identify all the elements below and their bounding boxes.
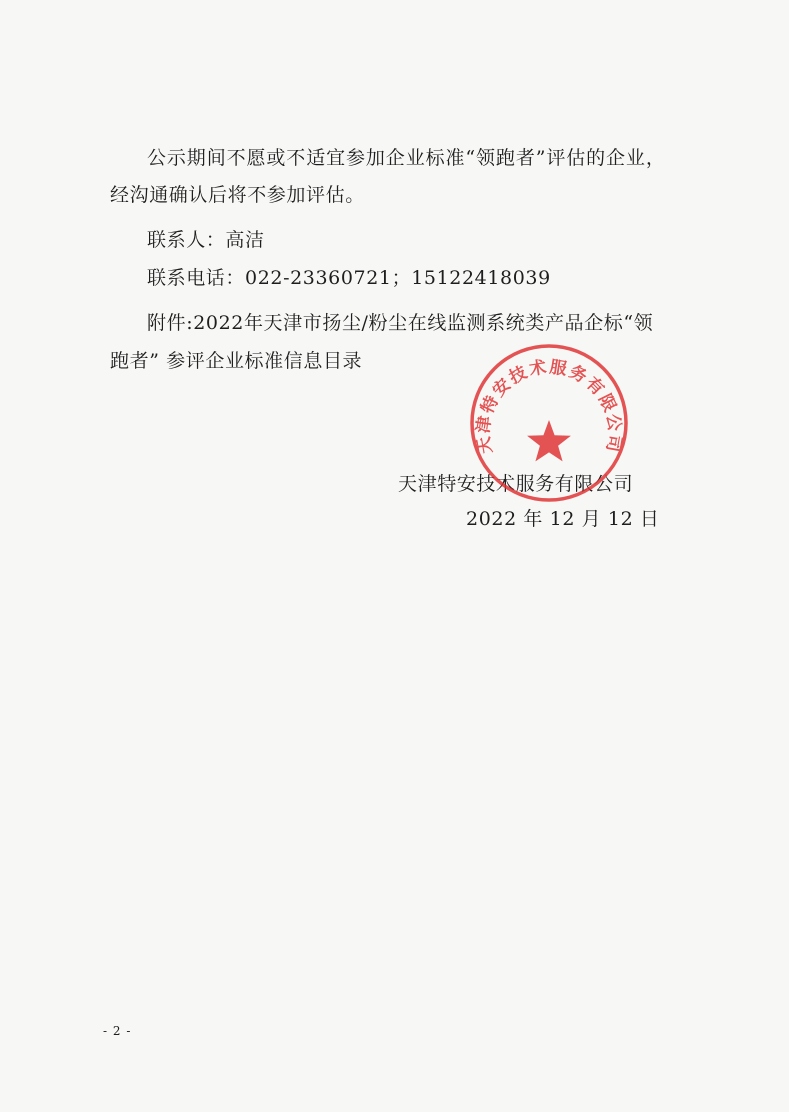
notice-paragraph-line-2: 经沟通确认后将不参加评估。 (110, 184, 365, 206)
signature-company: 天津特安技术服务有限公司 (398, 473, 634, 495)
svg-text:天津特安技术服务有限公司 (472, 356, 624, 455)
page-number: - 2 - (103, 1024, 132, 1038)
seal-text: 天津特安技术服务有限公司 (473, 357, 625, 456)
contact-phone: 联系电话：022-23360721；15122418039 (147, 267, 551, 289)
signature-date: 2022 年 12 月 12 日 (466, 508, 660, 530)
notice-paragraph-line-1: 公示期间不愿或不适宜参加企业标准“领跑者”评估的企业， (147, 147, 666, 169)
contact-person: 联系人：高洁 (147, 229, 265, 251)
attachment-line-2: 跑者” 参评企业标准信息目录 (110, 350, 363, 372)
attachment-line-1: 附件:2022年天津市扬尘/粉尘在线监测系统类产品企标“领 (147, 312, 654, 334)
